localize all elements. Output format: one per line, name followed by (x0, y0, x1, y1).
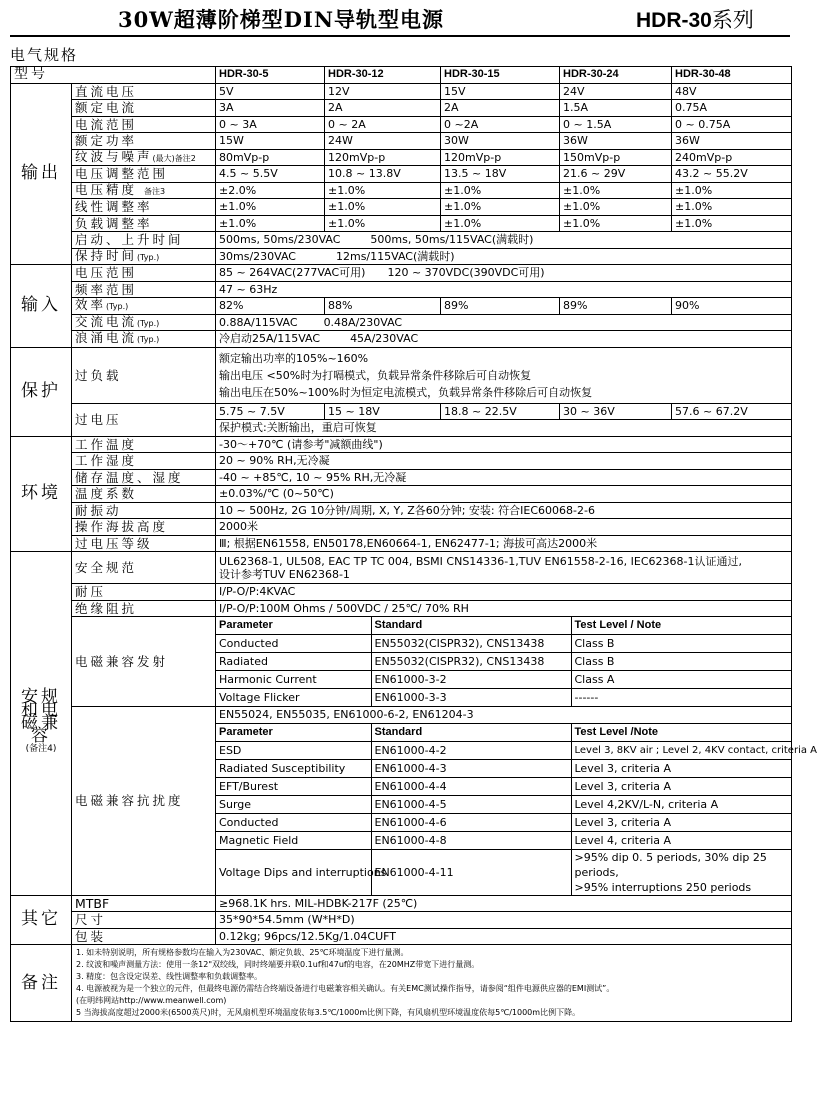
value-cell: ±1.0% (216, 215, 325, 232)
row-label: 耐振动 (72, 502, 216, 519)
row-label-note: (最大)备注2 (152, 153, 196, 163)
row-label (72, 248, 216, 265)
value-cell (216, 331, 792, 348)
row-label: 负载调整率 (72, 215, 216, 232)
value-cell (216, 265, 792, 282)
row-label: 过负载 (72, 347, 216, 403)
emc-param: Conducted (216, 635, 371, 653)
value-cell: ±2.0% (216, 182, 325, 199)
value-cell: I/P-O/P:4KVAC (216, 584, 792, 601)
value-cell: ±1.0% (672, 199, 792, 216)
overload-line: 输出电压在50%~100%时为恒定电流模式，负载异常条件移除后可自动恢复 (219, 385, 593, 399)
value-cell: 89% (441, 298, 560, 315)
safety-group-text: 安规和电磁兼容 (21, 686, 61, 746)
row-label (72, 331, 216, 348)
col-header: Parameter (216, 724, 371, 742)
model-cell: HDR-30-12 (325, 67, 441, 84)
row-label-note: (Typ.) (137, 318, 160, 328)
row-label: 工作湿度 (72, 453, 216, 470)
value-cell: 90% (672, 298, 792, 315)
notes-cell (72, 945, 792, 1022)
col-header: Test Level / Note (571, 617, 791, 635)
value-cell: ±1.0% (325, 199, 441, 216)
row-label: 过电压 (72, 403, 216, 436)
row-label: 电压范围 (72, 265, 216, 282)
note-line: 5 当海拔高度超过2000米(6500英尺)时，无风扇机型环境温度依每3.5℃/1000m比例下降，有风扇机型环境温度依每5℃/1000m比例下降。 (76, 1008, 581, 1017)
row-label: 储存温度、湿度 (72, 469, 216, 486)
value-cell: 5.75 ~ 7.5V (216, 403, 325, 420)
header-divider (10, 35, 790, 37)
value-cell: 88% (325, 298, 441, 315)
protection-group-label: 保护 (11, 347, 72, 436)
value-cell (216, 347, 792, 403)
emc-immunity-table (216, 724, 817, 895)
value-cell (216, 552, 792, 584)
safety-group-label (11, 552, 72, 896)
value-cell: ±1.0% (441, 199, 560, 216)
row-label-text: 交流电流 (75, 313, 138, 329)
value-cell: 5V (216, 83, 325, 100)
row-label (72, 149, 216, 166)
emc-level: Level 3, criteria A (571, 813, 791, 831)
value-cell: 21.6 ~ 29V (560, 166, 672, 183)
emc-standard: EN61000-4-2 (371, 741, 571, 759)
row-label: 耐压 (72, 584, 216, 601)
row-label: 绝缘阻抗 (72, 600, 216, 617)
emc-level: Level 3, criteria A (571, 777, 791, 795)
series-title (636, 4, 754, 34)
row-label: 直流电压 (72, 83, 216, 100)
ac-current-a: 0.88A/115VAC (219, 315, 298, 329)
emc-level: Class A (571, 671, 791, 689)
input-voltage-ac: 85 ~ 264VAC(277VAC可用) (219, 266, 366, 280)
row-label (72, 182, 216, 199)
value-cell: 12V (325, 83, 441, 100)
dips-line: >95% interruptions 250 periods (574, 880, 752, 894)
value-cell: 120mVp-p (325, 149, 441, 166)
value-cell: 保护模式:关断输出，重启可恢复 (216, 420, 792, 437)
emc-immunity-cell (216, 723, 817, 895)
hold-value-b: 12ms/115VAC(满载时) (335, 249, 455, 263)
value-cell: 0 ~2A (441, 116, 560, 133)
row-label: 额定电流 (72, 100, 216, 117)
emc-param: Voltage Dips and interruptions (216, 849, 371, 895)
table-row (216, 831, 791, 849)
model-cell: HDR-30-48 (672, 67, 792, 84)
note-line: 3. 精度：包含设定误差、线性调整率和负载调整率。 (76, 972, 263, 981)
emc-level: Class B (571, 653, 791, 671)
overload-line: 额定输出功率的105%~160% (219, 351, 369, 365)
emc-level: Class B (571, 635, 791, 653)
series-suffix: 系列 (711, 8, 754, 32)
value-cell: 4.5 ~ 5.5V (216, 166, 325, 183)
table-row (216, 849, 791, 895)
row-label-text: 浪涌电流 (75, 330, 138, 346)
row-label-text: 纹波与噪声 (75, 148, 153, 164)
page-header (0, 0, 800, 36)
emc-param: Harmonic Current (216, 671, 371, 689)
emc-param: Radiated (216, 653, 371, 671)
series-model: HDR-30 (636, 9, 712, 32)
value-cell: 24W (325, 133, 441, 150)
table-row (216, 795, 791, 813)
emc-standard: EN55032(CISPR32), CNS13438 (371, 635, 571, 653)
setup-value-b: 500ms, 50ms/115VAC(满载时) (370, 233, 534, 247)
row-label: 电压调整范围 (72, 166, 216, 183)
spec-table (10, 66, 817, 1022)
value-cell: 15V (441, 83, 560, 100)
model-row (11, 67, 792, 84)
value-cell: 13.5 ~ 18V (441, 166, 560, 183)
row-label-text: 电压精度 (75, 181, 138, 197)
value-cell: 240mVp-p (672, 149, 792, 166)
emc-standard: EN61000-3-2 (371, 671, 571, 689)
row-label: 启动、上升时间 (72, 232, 216, 249)
value-cell: 47 ~ 63Hz (216, 281, 792, 298)
environment-group-label: 环境 (11, 436, 72, 552)
inrush-b: 45A/230VAC (350, 332, 419, 346)
value-cell: I/P-O/P:100M Ohms / 500VDC / 25℃/ 70% RH (216, 600, 792, 617)
note-line: (在明纬网站http://www.meanwell.com) (76, 996, 227, 1005)
emc-level (571, 849, 791, 895)
emc-standard: EN61000-3-3 (371, 689, 571, 707)
value-cell: 36W (672, 133, 792, 150)
emc-level: Level 4,2KV/L-N, criteria A (571, 795, 791, 813)
value-cell: ±0.03%/℃ (0~50℃) (216, 486, 792, 503)
row-label: 频率范围 (72, 281, 216, 298)
col-header: Standard (371, 617, 571, 635)
row-label-text: 保持时间 (75, 247, 138, 263)
row-label: 电磁兼容抗扰度 (72, 707, 216, 896)
row-label-text: 效率 (75, 297, 107, 313)
value-cell: 10.8 ~ 13.8V (325, 166, 441, 183)
model-cell: HDR-30-24 (560, 67, 672, 84)
value-cell: 18.8 ~ 22.5V (441, 403, 560, 420)
value-cell: 57.6 ~ 67.2V (672, 403, 792, 420)
value-cell: 150mVp-p (560, 149, 672, 166)
table-row (216, 759, 791, 777)
value-cell: ±1.0% (216, 199, 325, 216)
value-cell: ±1.0% (560, 182, 672, 199)
others-group-label: 其它 (11, 895, 72, 945)
row-label-note: (Typ.) (106, 302, 129, 312)
emc-level: Level 3, criteria A (571, 759, 791, 777)
col-header: Standard (371, 724, 571, 742)
table-row (216, 653, 791, 671)
value-cell: 24V (560, 83, 672, 100)
value-cell: 0.12kg; 96pcs/12.5Kg/1.04CUFT (216, 928, 792, 945)
value-cell: 80mVp-p (216, 149, 325, 166)
table-row (216, 671, 791, 689)
emc-standard: EN61000-4-11 (371, 849, 571, 895)
emc-param: Surge (216, 795, 371, 813)
value-cell: -40 ~ +85℃, 10 ~ 95% RH,无冷凝 (216, 469, 792, 486)
row-label: 电流范围 (72, 116, 216, 133)
notes-group-label: 备注 (11, 945, 72, 1022)
emc-level: ------ (574, 691, 599, 704)
row-label-note: (Typ.) (137, 335, 160, 345)
col-header: Parameter (216, 617, 371, 635)
value-cell: Ⅲ; 根据EN61558, EN50178,EN60664-1, EN62477-1; 海拔可高达2000米 (216, 535, 792, 552)
row-label (72, 314, 216, 331)
row-label: MTBF (72, 895, 216, 912)
table-row (216, 741, 791, 759)
model-cell: HDR-30-15 (441, 67, 560, 84)
emc-param: Magnetic Field (216, 831, 371, 849)
table-row (216, 635, 791, 653)
note-line: 4. 电源被视为是一个独立的元件，但最终电源仍需结合终端设备进行电磁兼容相关确认。有关EMC测试操作指导，请参阅“组件电源供应器的EMI测试”。 (76, 984, 615, 993)
value-cell (216, 248, 792, 265)
value-cell: 0 ~ 0.75A (672, 116, 792, 133)
value-cell: 30W (441, 133, 560, 150)
value-cell: 1.5A (560, 100, 672, 117)
table-row (216, 813, 791, 831)
row-label: 温度系数 (72, 486, 216, 503)
row-label: 包装 (72, 928, 216, 945)
spec-section-label: 电气规格 (10, 46, 79, 64)
value-cell: 48V (672, 83, 792, 100)
row-label: 线性调整率 (72, 199, 216, 216)
row-label: 操作海拔高度 (72, 519, 216, 536)
value-cell: ±1.0% (325, 215, 441, 232)
value-cell: 30 ~ 36V (560, 403, 672, 420)
col-header: Test Level /Note (571, 724, 791, 742)
row-label (72, 298, 216, 315)
safety-standards-line: UL62368-1, UL508, EAC TP TC 004, BSMI CNS14336-1,TUV EN61558-2-16, IEC62368-1认证通过, (219, 554, 742, 568)
overload-line: 输出电压 <50%时为打嗝模式，负载异常条件移除后可自动恢复 (219, 368, 532, 382)
value-cell: 82% (216, 298, 325, 315)
value-cell: ±1.0% (441, 182, 560, 199)
emc-emission-table (216, 617, 791, 706)
page-title: 30W超薄阶梯型DIN导轨型电源 (118, 7, 445, 32)
emc-standard: EN61000-4-8 (371, 831, 571, 849)
value-cell: 120mVp-p (441, 149, 560, 166)
table-row (216, 689, 791, 707)
value-cell: ≥968.1K hrs. MIL-HDBK-217F (25℃) (216, 895, 792, 912)
row-label: 安全规范 (72, 552, 216, 584)
emc-param: ESD (216, 741, 371, 759)
emc-param: EFT/Burest (216, 777, 371, 795)
value-cell: 3A (216, 100, 325, 117)
value-cell: 10 ~ 500Hz, 2G 10分钟/周期, X, Y, Z各60分钟; 安装: 符合IEC60068-2-6 (216, 502, 792, 519)
emc-param: Voltage Flicker (216, 689, 371, 707)
emc-standard: EN61000-4-4 (371, 777, 571, 795)
value-cell: 2000米 (216, 519, 792, 536)
value-cell: 0 ~ 3A (216, 116, 325, 133)
note-line: 2. 纹波和噪声测量方法：使用一条12"双绞线，同时终端要并联0.1uf和47uf的电容，在20MHZ带宽下进行量测。 (76, 960, 480, 969)
value-cell (216, 314, 792, 331)
hold-value-a: 30ms/230VAC (219, 249, 296, 263)
ac-current-b: 0.48A/230VAC (323, 315, 403, 329)
setup-value-a: 500ms, 50ms/230VAC (219, 233, 341, 247)
value-cell: 35*90*54.5mm (W*H*D) (216, 912, 792, 929)
value-cell: 20 ~ 90% RH,无冷凝 (216, 453, 792, 470)
value-cell: ±1.0% (560, 199, 672, 216)
row-label-note: (Typ.) (137, 252, 160, 262)
value-cell: 2A (441, 100, 560, 117)
value-cell: ±1.0% (672, 182, 792, 199)
row-label-note: 备注3 (144, 186, 166, 196)
emc-emission-cell (216, 617, 792, 707)
value-cell: 0.75A (672, 100, 792, 117)
value-cell: 15 ~ 18V (325, 403, 441, 420)
value-cell: ±1.0% (441, 215, 560, 232)
row-label: 过电压等级 (72, 535, 216, 552)
emc-standard: EN61000-4-6 (371, 813, 571, 831)
emc-standard: EN55032(CISPR32), CNS13438 (371, 653, 571, 671)
value-cell: 36W (560, 133, 672, 150)
output-group-label: 输出 (11, 83, 72, 265)
emc-level: Level 3, 8KV air ; Level 2, 4KV contact, criteria A (571, 741, 791, 759)
value-cell: ±1.0% (325, 182, 441, 199)
emc-param: Radiated Susceptibility (216, 759, 371, 777)
row-label: 电磁兼容发射 (72, 617, 216, 707)
inrush-a: 冷启动25A/115VAC (219, 332, 321, 346)
value-cell (216, 232, 792, 249)
value-cell: 0 ~ 2A (325, 116, 441, 133)
dips-line: >95% dip 0. 5 periods, 30% dip 25 periods, (574, 850, 767, 879)
value-cell: -30～+70℃ (请参考"减额曲线") (216, 436, 792, 453)
input-voltage-dc: 120 ~ 370VDC(390VDC可用) (387, 266, 545, 280)
row-label: 尺寸 (72, 912, 216, 929)
emc-standard: EN61000-4-5 (371, 795, 571, 813)
value-cell: ±1.0% (560, 215, 672, 232)
value-cell: 15W (216, 133, 325, 150)
value-cell: 89% (560, 298, 672, 315)
row-label: 额定功率 (72, 133, 216, 150)
row-label: 工作温度 (72, 436, 216, 453)
model-label: 型号 (11, 67, 216, 84)
emc-param: Conducted (216, 813, 371, 831)
model-cell: HDR-30-5 (216, 67, 325, 84)
value-cell: 43.2 ~ 55.2V (672, 166, 792, 183)
safety-group-note: (备注4) (25, 743, 57, 754)
table-row (216, 777, 791, 795)
input-group-label: 输入 (11, 265, 72, 348)
value-cell: ±1.0% (672, 215, 792, 232)
emc-level: Level 4, criteria A (571, 831, 791, 849)
emc-standard: EN61000-4-3 (371, 759, 571, 777)
note-line: 1. 如未特别说明，所有规格参数均在输入为230VAC、额定负载、25℃环境温度下进行量测。 (76, 948, 409, 957)
value-cell: EN55024, EN55035, EN61000-6-2, EN61204-3 (216, 707, 792, 724)
value-cell: 0 ~ 1.5A (560, 116, 672, 133)
value-cell: 2A (325, 100, 441, 117)
safety-standards-line: 设计参考TUV EN62368-1 (219, 567, 350, 581)
